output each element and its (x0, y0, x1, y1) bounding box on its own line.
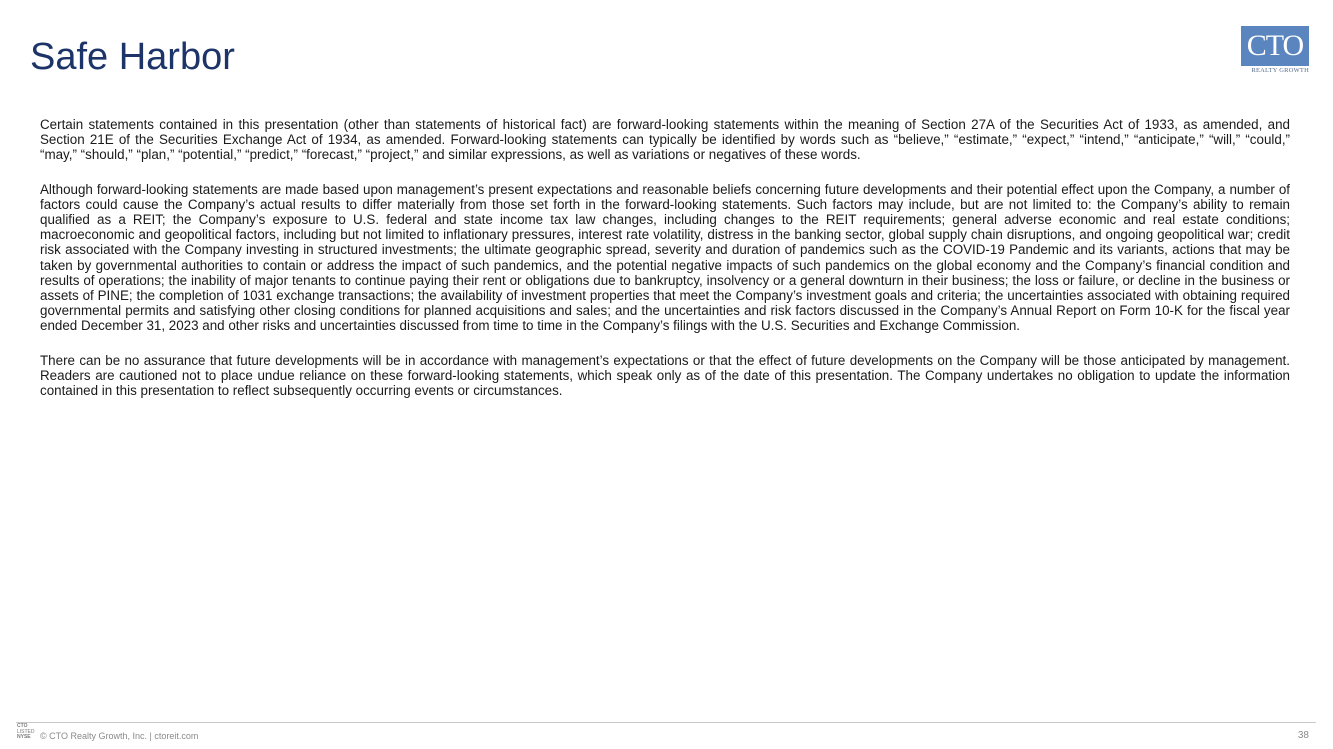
paragraph-risk-factors: Although forward-looking statements are made based upon management’s present expectations and reasonable beliefs concerning future developments and their potential effect upon the Company, a number of factors could cause the Company’s actual results to differ materially from those set forth in the forward-looking statements. Such factors may include, but are not limited to: the Company’s ability to remain qualified as a REIT; the Company’s exposure to U.S. federal and state income tax law changes, including changes to the REIT requirements; general adverse economic and real estate conditions; macroeconomic and geopolitical factors, including but not limited to inflationary pressures, interest rate volatility, distress in the banking sector, global supply chain disruptions, and ongoing geopolitical war; credit risk associated with the Company investing in structured investments; the ultimate geographic spread, severity and duration of pandemics such as the COVID-19 Pandemic and its variants, actions that may be taken by governmental authorities to contain or address the impact of such pandemics, and the potential negative impacts of such pandemics on the global economy and the Company’s financial condition and results of operations; the inability of major tenants to continue paying their rent or obligations due to bankruptcy, insolvency or a general downturn in their business; the loss or failure, or decline in the business or assets of PINE; the completion of 1031 exchange transactions; the availability of investment properties that meet the Company’s investment goals and criteria; the uncertainties associated with obtaining required governmental permits and satisfying other closing conditions for planned acquisitions and sales; and the uncertainties and risk factors discussed in the Company’s Annual Report on Form 10-K for the fiscal year ended December 31, 2023 and other risks and uncertainties discussed from time to time in the Company’s filings with the U.S. Securities and Exchange Commission. (40, 181, 1290, 334)
badge-line-nyse: NYSE (17, 734, 31, 740)
page-title: Safe Harbor (30, 36, 235, 78)
page-number: 38 (1297, 730, 1309, 741)
paragraph-forward-looking: Certain statements contained in this presentation (other than statements of historical fact) are forward-looking statements within the meaning of Section 27A of the Securities Act of 1933, as amended, and Section 21E of the Securities Exchange Act of 1934, as amended. Forward-looking statements can typically be identified by words such as “believe,” “estimate,” “expect,” “intend,” “anticipate,” “will,” “could,” “may,” “should,” “plan,” “potential,” “predict,” “forecast,” “project,” and similar expressions, as well as variations or negatives of these words. (40, 117, 1290, 163)
company-logo (1241, 26, 1309, 78)
badge-line-cto: CTO (17, 723, 28, 729)
logo-tagline: REALTY GROWTH (1251, 67, 1309, 74)
paragraph-no-assurance: There can be no assurance that future developments will be in accordance with management’s expectations or that the effect of future developments on the Company will be those anticipated by management. Readers are cautioned not to place undue reliance on these forward-looking statements, which speak only as of the date of this presentation. The Company undertakes no obligation to update the information contained in this presentation to reflect subsequently occurring events or circumstances. (40, 352, 1290, 399)
footer-copyright: © CTO Realty Growth, Inc. | ctoreit.com (40, 731, 199, 741)
disclaimer-body (40, 117, 1290, 417)
logo-mark: CTO (1241, 26, 1309, 66)
nyse-listed-badge (17, 724, 37, 746)
badge-line-listed: LISTED (17, 728, 35, 735)
footer-divider (16, 722, 1316, 723)
